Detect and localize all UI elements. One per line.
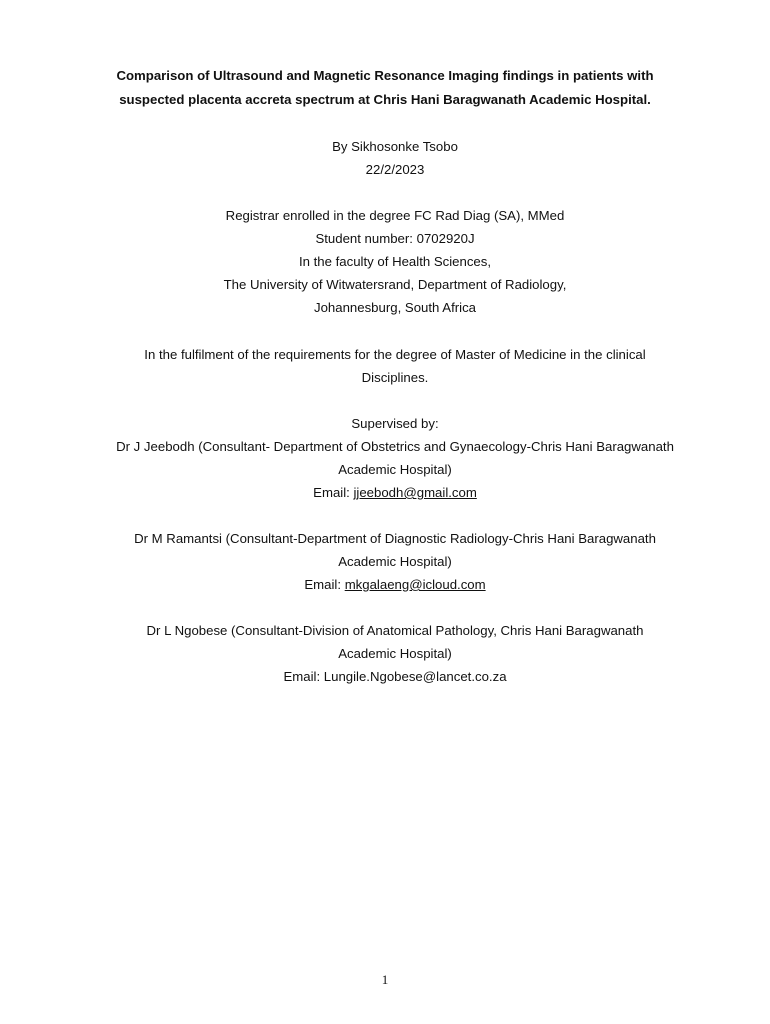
affiliation-location: Johannesburg, South Africa [313,300,477,315]
author-date: 22/2/2023 [365,162,425,177]
supervisor-email-line [40,481,750,504]
affiliation-faculty: In the faculty of Health Sciences, [298,254,492,269]
supervisor-block-2 [40,527,750,596]
document-title [60,64,710,112]
email-link[interactable]: mkgalaeng@icloud.com [344,577,486,592]
affiliation-university: The University of Witwatersrand, Department of Radiology, [223,277,567,292]
affiliation-student-number: Student number: 0702920J [315,231,475,246]
author-byline: By Sikhosonke Tsobo [332,139,458,154]
supervisor-affiliation-line: Academic Hospital) [338,554,452,569]
page-number: 1 [381,972,389,987]
supervisor-block-3 [40,619,750,688]
fulfilment-statement [40,343,750,389]
supervisor-email-line [40,665,750,688]
email-label: Email: [313,485,354,500]
supervisor-name-line: Dr M Ramantsi (Consultant-Department of Diagnostic Radiology-Chris Hani Baragwanath [134,531,656,546]
email-label: Email: [283,669,324,684]
supervisor-name-line: Dr J Jeebodh (Consultant- Department of Obstetrics and Gynaecology-Chris Hani Baragwanath [116,439,674,454]
title-line-1: Comparison of Ultrasound and Magnetic Resonance Imaging findings in patients with [116,68,654,83]
email-link[interactable]: jjeebodh@gmail.com [353,485,477,500]
author-block [40,135,750,181]
fulfilment-line-2: Disciplines. [361,370,429,385]
supervisor-affiliation-line: Academic Hospital) [338,646,452,661]
affiliation-degree: Registrar enrolled in the degree FC Rad Diag (SA), MMed [225,208,565,223]
affiliation-block [40,204,750,319]
supervised-by-heading: Supervised by: [351,416,439,431]
supervisor-affiliation-line: Academic Hospital) [338,462,452,477]
supervisor-block-1 [40,412,750,504]
supervisor-name-line: Dr L Ngobese (Consultant-Division of Anatomical Pathology, Chris Hani Baragwanath [146,623,644,638]
email-label: Email: [304,577,345,592]
supervisor-email-line [40,573,750,596]
fulfilment-line-1: In the fulfilment of the requirements for the degree of Master of Medicine in the clinical [144,347,646,362]
email-text: Lungile.Ngobese@lancet.co.za [323,669,507,684]
title-line-2: suspected placenta accreta spectrum at Chris Hani Baragwanath Academic Hospital. [119,92,651,107]
